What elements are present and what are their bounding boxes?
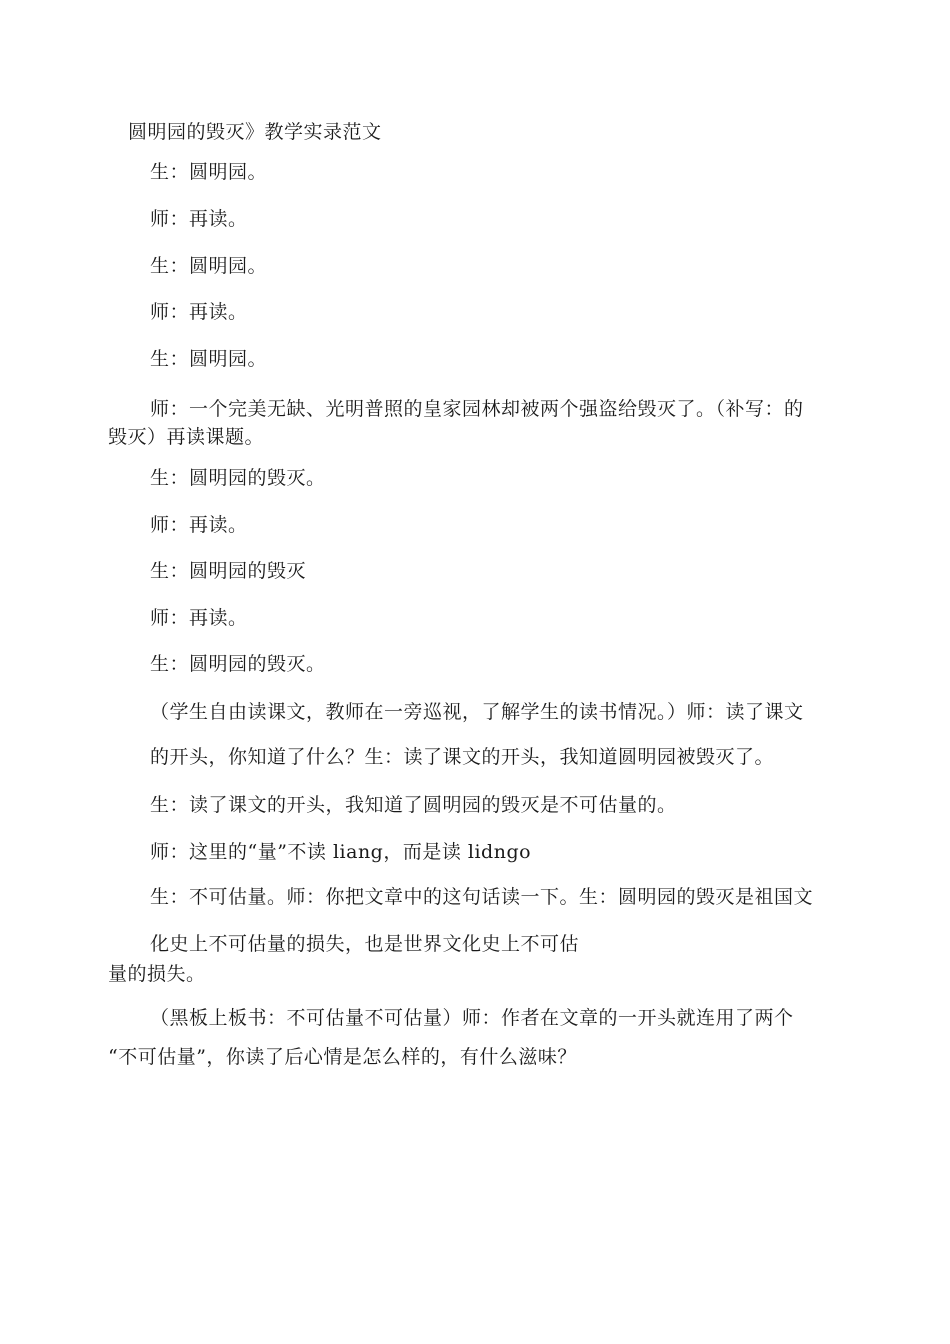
dialogue-line: 生：圆明园的毁灭。 <box>150 653 326 675</box>
dialogue-line: 生：圆明园。 <box>150 161 268 183</box>
dialogue-line: （黑板上板书：不可估量不可估量）师：作者在文章的一开头就连用了两个 <box>150 1007 794 1029</box>
dialogue-line: 师：再读。 <box>150 514 248 536</box>
dialogue-line-continued: “不可估量”，你读了后心情是怎么样的，有什么滋味？ <box>108 1046 577 1068</box>
dialogue-line: 生：圆明园。 <box>150 348 268 370</box>
dialogue-line: 师：再读。 <box>150 607 248 629</box>
document-title: 圆明园的毁灭》教学实录范文 <box>128 121 382 143</box>
dialogue-line-continued: 量的损失。 <box>108 963 206 985</box>
dialogue-line-continued: 的开头，你知道了什么？生：读了课文的开头，我知道圆明园被毁灭了。 <box>150 746 775 768</box>
dialogue-line: 生：圆明园的毁灭 <box>150 560 307 582</box>
dialogue-line: 生：圆明园的毁灭。 <box>150 467 326 489</box>
dialogue-line: 生：不可估量。师：你把文章中的这句话读一下。生：圆明园的毁灭是祖国文 <box>150 886 814 908</box>
dialogue-line: 师：再读。 <box>150 301 248 323</box>
dialogue-line: 生：圆明园。 <box>150 255 268 277</box>
dialogue-line: 师：再读。 <box>150 208 248 230</box>
dialogue-line-continued: 化史上不可估量的损失，也是世界文化史上不可估 <box>150 933 580 955</box>
dialogue-line-continued: 毁灭）再读课题。 <box>108 426 265 448</box>
dialogue-line: 师：一个完美无缺、光明普照的皇家园林却被两个强盗给毁灭了。（补写：的 <box>150 398 804 420</box>
dialogue-line: 生：读了课文的开头，我知道了圆明园的毁灭是不可估量的。 <box>150 794 677 816</box>
dialogue-line: 师：这里的“量”不读 liang，而是读 lidngo <box>150 841 532 863</box>
dialogue-line: （学生自由读课文，教师在一旁巡视，了解学生的读书情况。）师：读了课文 <box>150 701 804 723</box>
